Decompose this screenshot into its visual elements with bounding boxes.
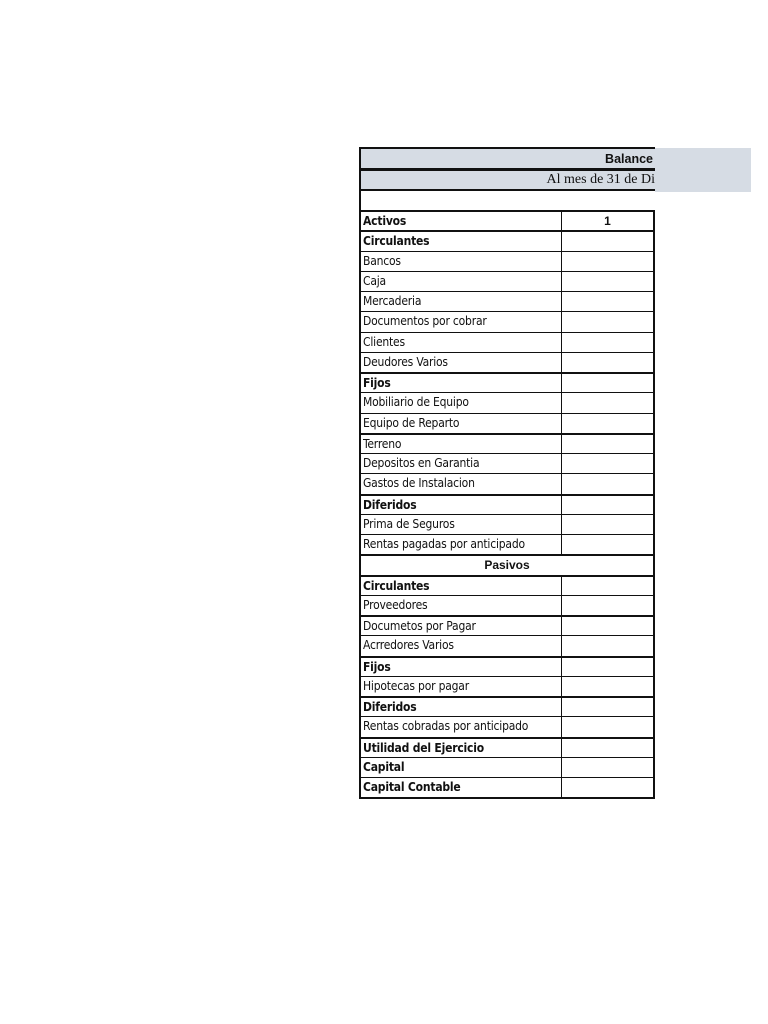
table-row	[361, 635, 653, 655]
table-row	[361, 311, 653, 331]
row-label: Fijos	[361, 658, 562, 676]
row-label: Documentos por cobrar	[361, 312, 562, 331]
table-row	[361, 230, 653, 250]
value-cell[interactable]	[562, 778, 653, 797]
row-label: Circulantes	[361, 577, 562, 595]
row-label: Utilidad del Ejercicio	[361, 739, 562, 757]
value-cell[interactable]	[562, 333, 653, 352]
balance-sheet-table	[359, 147, 655, 807]
value-cell[interactable]	[562, 717, 653, 736]
value-cell[interactable]	[562, 596, 653, 615]
value-cell[interactable]	[562, 414, 653, 433]
sheet-title-row	[359, 147, 655, 170]
value-cell[interactable]	[562, 677, 653, 696]
row-label: Documetos por Pagar	[361, 617, 562, 635]
table-row	[361, 676, 653, 696]
table-row-activos	[361, 210, 653, 230]
blank-row	[359, 191, 655, 210]
row-label: Proveedores	[361, 596, 562, 615]
value-cell[interactable]	[562, 617, 653, 635]
sheet-subtitle-row	[359, 169, 655, 191]
table-row	[361, 757, 653, 777]
value-cell[interactable]	[562, 636, 653, 655]
row-label: Diferidos	[361, 496, 562, 514]
row-label: Gastos de Instalacion	[361, 474, 562, 493]
assets-section	[361, 230, 653, 554]
value-cell[interactable]	[562, 739, 653, 757]
value-cell[interactable]	[562, 758, 653, 777]
row-label: Capital	[361, 758, 562, 777]
value-cell[interactable]	[562, 454, 653, 473]
liabilities-header: Pasivos	[484, 558, 530, 573]
value-cell[interactable]	[562, 393, 653, 412]
row-label: Activos	[361, 212, 562, 230]
ledger-grid	[359, 210, 655, 799]
value-cell[interactable]	[562, 577, 653, 595]
row-label: Diferidos	[361, 698, 562, 716]
value-cell[interactable]	[562, 312, 653, 331]
row-label: Rentas pagadas por anticipado	[361, 535, 562, 554]
table-row	[361, 494, 653, 514]
row-label: Rentas cobradas por anticipado	[361, 717, 562, 736]
value-cell[interactable]	[562, 232, 653, 250]
row-label: Mercaderia	[361, 292, 562, 311]
table-row	[361, 392, 653, 412]
row-label: Circulantes	[361, 232, 562, 250]
value-cell[interactable]	[562, 658, 653, 676]
value-cell[interactable]	[562, 535, 653, 554]
value-cell[interactable]	[562, 353, 653, 372]
column-number: 1	[604, 214, 611, 228]
table-row	[361, 656, 653, 676]
row-label: Caja	[361, 272, 562, 291]
table-row	[361, 332, 653, 352]
row-label: Equipo de Reparto	[361, 414, 562, 433]
liabilities-header-row	[361, 554, 653, 574]
row-label: Acrredores Varios	[361, 636, 562, 655]
row-label: Prima de Seguros	[361, 515, 562, 534]
table-row	[361, 433, 653, 453]
table-row	[361, 473, 653, 493]
header-fill-overflow	[655, 148, 751, 192]
value-cell[interactable]	[562, 496, 653, 514]
table-row	[361, 453, 653, 473]
value-cell[interactable]	[562, 292, 653, 311]
value-cell[interactable]	[562, 698, 653, 716]
table-row	[361, 595, 653, 615]
table-row	[361, 716, 653, 736]
row-label: Bancos	[361, 252, 562, 271]
value-cell[interactable]	[562, 515, 653, 534]
table-row	[361, 514, 653, 534]
row-label: Mobiliario de Equipo	[361, 393, 562, 412]
table-row	[361, 737, 653, 757]
table-row	[361, 575, 653, 595]
table-row	[361, 413, 653, 433]
value-cell[interactable]	[562, 252, 653, 271]
table-row	[361, 777, 653, 797]
table-row	[361, 251, 653, 271]
table-row	[361, 291, 653, 311]
row-label: Clientes	[361, 333, 562, 352]
table-row	[361, 372, 653, 392]
table-row	[361, 271, 653, 291]
value-cell[interactable]	[562, 435, 653, 453]
value-cell[interactable]	[562, 474, 653, 493]
row-label: Capital Contable	[361, 778, 562, 797]
table-row	[361, 534, 653, 554]
row-label: Depositos en Garantia	[361, 454, 562, 473]
value-cell[interactable]	[562, 374, 653, 392]
table-row	[361, 615, 653, 635]
row-label: Terreno	[361, 435, 562, 453]
table-row	[361, 696, 653, 716]
row-label: Hipotecas por pagar	[361, 677, 562, 696]
sheet-title: Balance	[605, 151, 653, 166]
row-label: Fijos	[361, 374, 562, 392]
row-label: Deudores Varios	[361, 353, 562, 372]
table-row	[361, 352, 653, 372]
sheet-subtitle: Al mes de 31 de Di	[546, 172, 655, 187]
value-cell[interactable]	[562, 272, 653, 291]
liabilities-section	[361, 575, 653, 798]
